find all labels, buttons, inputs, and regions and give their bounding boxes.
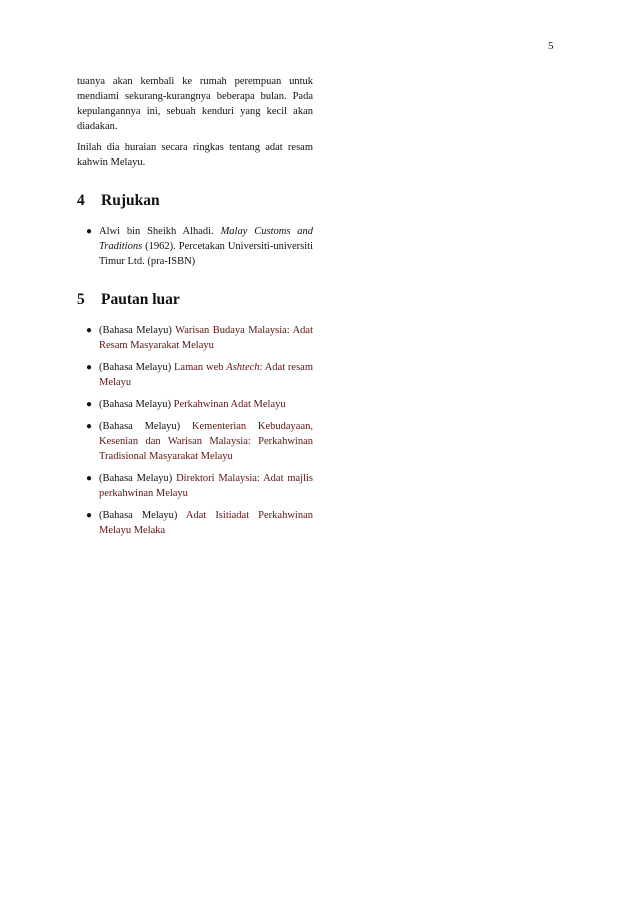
external-link-item <box>77 397 313 412</box>
reference-details: (1962). Percetakan Universiti-universiti Timur Ltd. (pra-ISBN) <box>99 241 313 267</box>
reference-title: Malay Customs and Traditions <box>99 226 313 252</box>
section-number: 4 <box>77 192 85 209</box>
link-text-part: Laman web <box>174 362 227 373</box>
link-language-prefix: (Bahasa Melayu) <box>99 510 186 521</box>
reference-author: Alwi bin Sheikh Alhadi. <box>99 226 221 237</box>
bullet-icon: ● <box>86 362 93 373</box>
page-number: 5 <box>548 40 554 52</box>
external-link[interactable]: Warisan Budaya Malaysia: Adat Resam Masyarakat Melayu <box>99 325 313 351</box>
text-column <box>77 74 313 545</box>
bullet-icon: ● <box>86 421 93 432</box>
external-link-list <box>77 323 313 538</box>
bullet-icon: ● <box>86 226 93 237</box>
external-link-item <box>77 471 313 501</box>
section-heading-rujukan <box>77 192 313 210</box>
external-link[interactable]: Kementerian Kebudayaan, Kesenian dan Warisan Malaysia: Perkahwinan Tradisional Masyarakat Melayu <box>99 421 314 462</box>
link-language-prefix: (Bahasa Melayu) <box>99 421 192 432</box>
section-title: Pautan luar <box>101 291 180 308</box>
external-link[interactable]: Direktori Malaysia: Adat majlis perkahwinan Melayu <box>99 473 313 499</box>
bullet-icon: ● <box>86 510 93 521</box>
external-link[interactable]: Adat Isitiadat Perkahwinan Melayu Melaka <box>99 510 313 536</box>
section-number: 5 <box>77 291 85 308</box>
section-heading-pautan-luar <box>77 291 313 309</box>
reference-item <box>77 224 313 269</box>
bullet-icon: ● <box>86 325 93 336</box>
link-text-part: : Adat resam Melayu <box>99 362 313 388</box>
external-link-item <box>77 323 313 353</box>
external-link-item <box>77 360 313 390</box>
external-link[interactable]: Perkahwinan Adat Melayu <box>173 399 286 410</box>
reference-list <box>77 224 313 269</box>
bullet-icon: ● <box>86 473 93 484</box>
intro-paragraph-1: tuanya akan kembali ke rumah perempuan untuk mendiami sekurang-kurangnya beberapa bulan. Pada kepulangannya ini, sebuah kenduri yang kecil akan diadakan. <box>77 76 313 132</box>
bullet-icon: ● <box>86 399 93 410</box>
intro-paragraph-2: Inilah dia huraian secara ringkas tentang adat resam kahwin Melayu. <box>77 142 313 168</box>
link-language-prefix: (Bahasa Melayu) <box>99 473 177 484</box>
link-language-prefix: (Bahasa Melayu) <box>99 325 176 336</box>
external-link-item <box>77 508 313 538</box>
section-rujukan <box>77 192 313 269</box>
external-link-item <box>77 419 313 464</box>
section-title: Rujukan <box>101 192 160 209</box>
section-pautan-luar <box>77 291 313 538</box>
link-language-prefix: (Bahasa Melayu) <box>99 362 175 373</box>
link-language-prefix: (Bahasa Melayu) <box>99 399 174 410</box>
link-text-italic: Ashtech <box>226 362 260 373</box>
